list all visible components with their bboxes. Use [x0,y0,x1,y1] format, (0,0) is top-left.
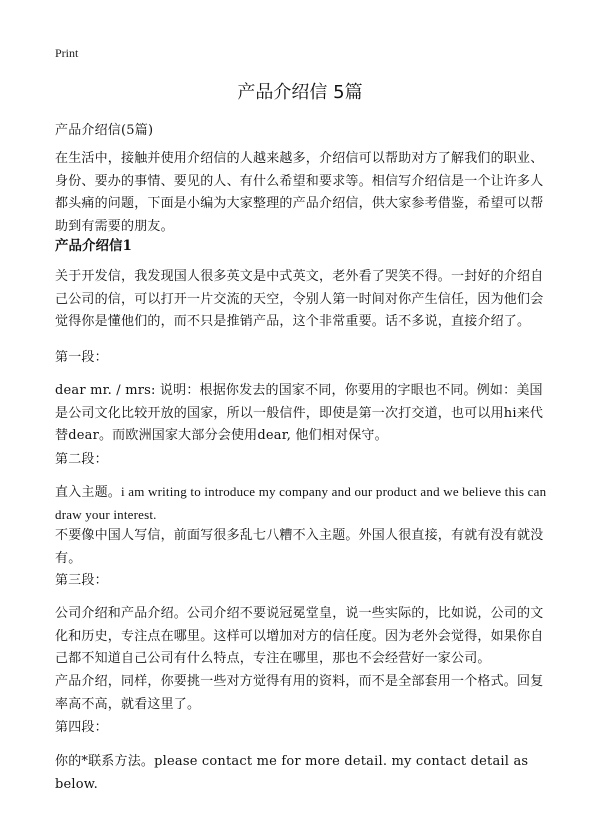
section1-paragraph: 关于开发信，我发现国人很多英文是中式英文，老外看了哭笑不得。一封好的介绍自己公司的信，可以打开一片交流的天空，令别人第一时间对你产生信任，因为他们会觉得你是懂他们的，而不只是推销产品，这个非常重要。话不多说，直接介绍了。 [55,269,544,329]
para1-text: dear mr. / mrs: 说明：根据你发去的国家不同，你要用的字眼也不同。例如：美国是公司文化比较开放的国家，所以一般信件，即使是第一次打交道，也可以用hi来代替dear。而欧洲国家大部分会使用dear, 他们相对保守。 [55,383,544,443]
para3-text: 公司介绍和产品介绍。公司介绍不要说冠冕堂皇，说一些实际的，比如说，公司的文化和历史，专注点在哪里。这样可以增加对方的信任度。因为老外会觉得，如果你自己都不知道自己公司有什么特点，专注在哪里，那也不会经营好一家公司。 [55,606,544,666]
para3-label: 第三段： [55,573,108,588]
para2-text: 直入主题。i am writing to introduce my company and our product and we believe this can draw your interest. [55,484,547,522]
document-subtitle: 产品介绍信(5篇) [55,123,154,138]
section-heading: 产品介绍信1 [55,238,132,254]
para4-label: 第四段： [55,720,108,735]
para2-label: 第二段： [55,452,108,467]
para4-text: 你的*联系方法。please contact me for more detail. my contact detail as below. [55,754,529,792]
intro-paragraph: 在生活中，接触并使用介绍信的人越来越多，介绍信可以帮助对方了解我们的职业、身份、要办的事情、要见的人、有什么希望和要求等。相信写介绍信是一个让许多人都头痛的问题，下面是小编为大家整理的产品介绍信，供大家参考借鉴，希望可以帮助到有需要的朋友。 [55,151,544,234]
para2-note: 不要像中国人写信，前面写很多乱七八糟不入主题。外国人很直接，有就有没有就没有。 [55,528,544,566]
print-link[interactable]: Print [55,46,79,60]
para1-label: 第一段： [55,350,108,365]
document-title: 产品介绍信 5篇 [237,82,363,103]
para3-note: 产品介绍，同样，你要挑一些对方觉得有用的资料，而不是全部套用一个格式。回复率高不高，就看这里了。 [55,674,544,712]
